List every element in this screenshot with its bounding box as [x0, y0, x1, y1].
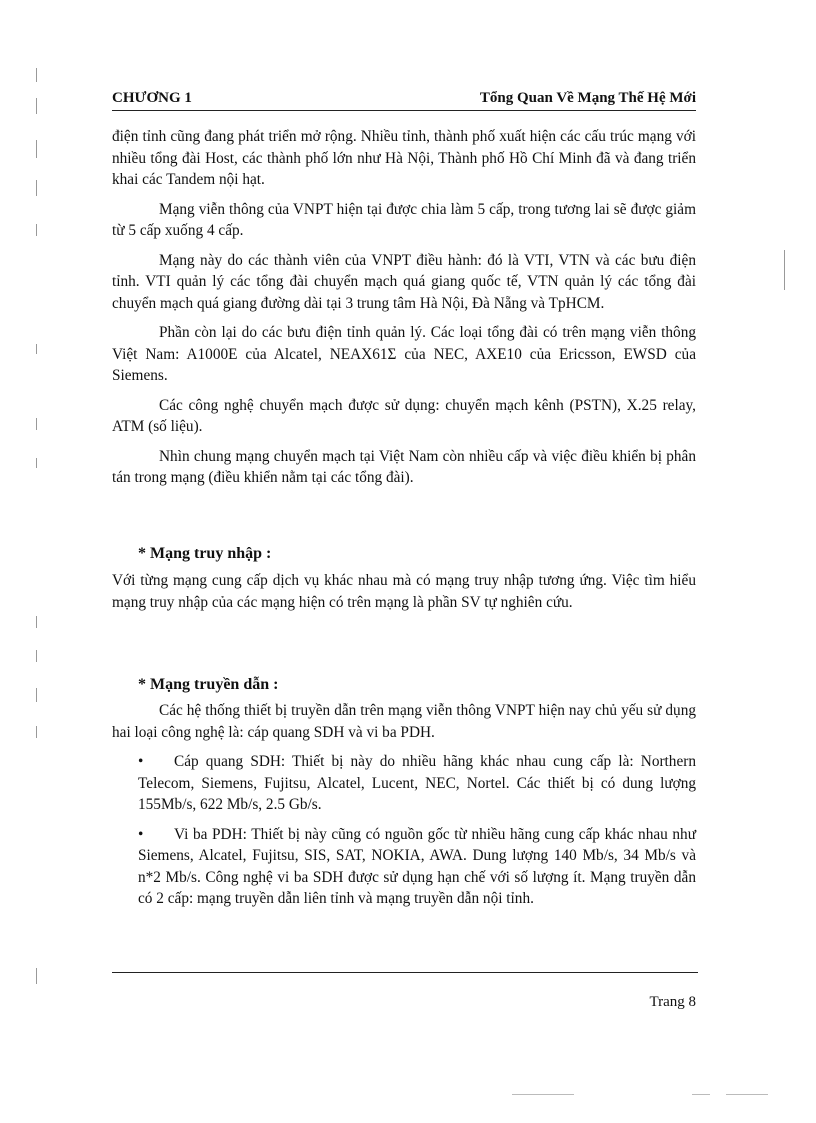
access-network-text: Với từng mạng cung cấp dịch vụ khác nhau mà có mạng truy nhập tương ứng. Việc tìm hiểu mạng truy nhập của các mạng hiện có trên mạng là phần SV tự nghiên cứu. [112, 572, 696, 611]
section-heading-transmission-network: * Mạng truyền dẫn : [138, 676, 279, 693]
scan-dash [726, 1094, 768, 1095]
scan-margin-mark [36, 180, 37, 196]
scan-margin-mark [36, 224, 37, 236]
scan-margin-mark [36, 140, 37, 158]
scan-margin-mark [36, 98, 37, 114]
paragraph: Các công nghệ chuyển mạch được sử dụng: chuyển mạch kênh (PSTN), X.25 relay, ATM (số liệu). [112, 396, 696, 435]
scan-margin-mark [784, 250, 785, 290]
scan-dash [692, 1094, 710, 1095]
transmission-bullet-list [112, 751, 696, 910]
bullet-icon: • [138, 825, 144, 843]
transmission-section [112, 700, 696, 918]
paragraph: điện tỉnh cũng đang phát triển mở rộng. Nhiều tỉnh, thành phố xuất hiện các cấu trúc mạng với nhiều tổng đài Host, các thành phố lớn như Hà Nội, Thành phố Hồ Chí Minh đã và đang triển khai các Tandem nội hạt. [112, 128, 696, 188]
scan-margin-mark [36, 968, 37, 984]
bullet-text: Vi ba PDH: Thiết bị này cũng có nguồn gốc từ nhiều hãng cung cấp khác nhau như Siemens, Alcatel, Fujitsu, SIS, SAT, NOKIA, AWA. Dung lượng 140 Mb/s, 34 Mb/s và n*2 Mb/s. Công nghệ vi ba SDH được sử dụng hạn chế với số lượng ít. Mạng truyền dẫn có 2 cấp: mạng truyền dẫn liên tỉnh và mạng truyền dẫn nội tỉnh. [138, 825, 696, 907]
chapter-label: CHƯƠNG 1 [112, 90, 192, 106]
list-item [138, 751, 696, 816]
scan-dash [512, 1094, 574, 1095]
scan-margin-mark [36, 616, 37, 628]
scan-margin-mark [36, 344, 37, 354]
scan-margin-mark [36, 726, 37, 738]
scan-margin-mark [36, 688, 37, 702]
main-text [112, 126, 696, 497]
paragraph: Mạng này do các thành viên của VNPT điều hành: đó là VTI, VTN và các bưu điện tỉnh. VTI quản lý các tổng đài chuyển mạch quá giang quốc tế, VTN quản lý các tổng đài chuyển mạch quá giang đường dài tại 3 trung tâm Hà Nội, Đà Nẵng và TpHCM. [112, 251, 696, 312]
transmission-intro: Các hệ thống thiết bị truyền dẫn trên mạng viễn thông VNPT hiện nay chủ yếu sử dụng hai loại công nghệ là: cáp quang SDH và vi ba PDH. [112, 702, 696, 741]
paragraph: Phần còn lại do các bưu điện tỉnh quản lý. Các loại tổng đài có trên mạng viễn thông Việt Nam: A1000E của Alcatel, NEAX61Σ của NEC, AXE10 của Ericsson, EWSD của Siemens. [112, 324, 696, 384]
bullet-text: Cáp quang SDH: Thiết bị này do nhiều hãng khác nhau cung cấp là: Northern Telecom, Siemens, Fujitsu, Alcatel, Lucent, NEC, Nortel. Các thiết bị có dung lượng 155Mb/s, 622 Mb/s, 2.5 Gb/s. [138, 753, 696, 813]
scan-margin-mark [36, 650, 37, 662]
chapter-title: Tổng Quan Về Mạng Thế Hệ Mới [479, 90, 696, 106]
scan-margin-mark [36, 458, 37, 468]
page-header [112, 88, 696, 111]
section-heading-access-network: * Mạng truy nhập : [138, 545, 272, 562]
list-item [138, 824, 696, 910]
scan-margin-mark [36, 418, 37, 430]
footer-divider [112, 972, 698, 973]
paragraph: Nhìn chung mạng chuyển mạch tại Việt Nam còn nhiều cấp và việc điều khiển bị phân tán trong mạng (điều khiển nằm tại các tổng đài). [112, 447, 696, 486]
paragraph: Mạng viễn thông của VNPT hiện tại được chia làm 5 cấp, trong tương lai sẽ được giảm từ 5 cấp xuống 4 cấp. [112, 200, 696, 239]
page-number: Trang 8 [649, 994, 696, 1010]
scan-margin-mark [36, 68, 37, 82]
bullet-icon: • [138, 753, 144, 770]
